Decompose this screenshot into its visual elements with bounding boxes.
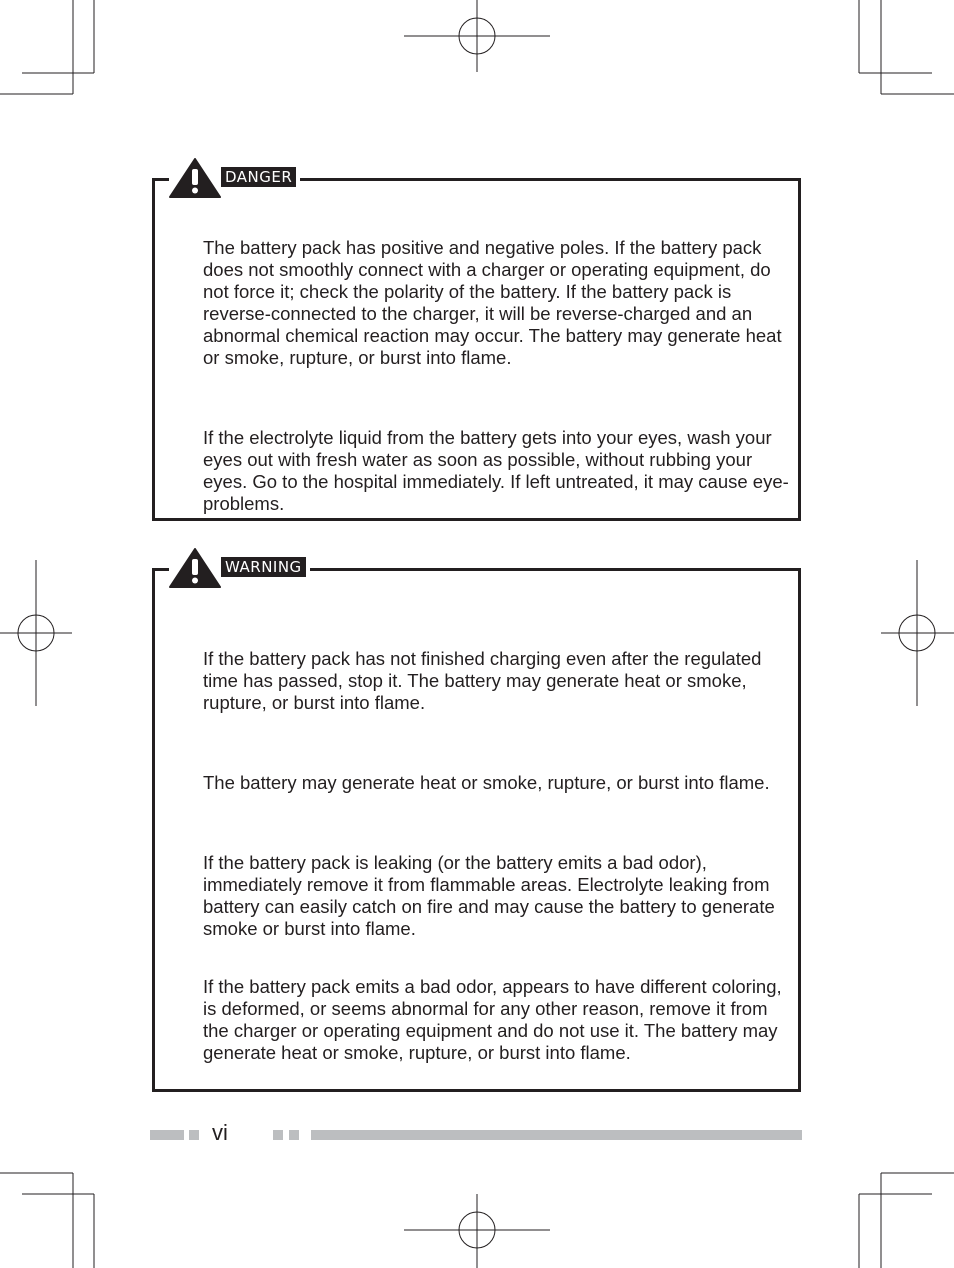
danger-badge	[169, 157, 300, 201]
footer-bar-long	[311, 1130, 802, 1140]
danger-paragraph-1: The battery pack has positive and negative poles. If the battery pack does not smoothly connect with a charger or operating equipment, do not force it; check the polarity of the battery. If the battery pack is reverse-connected to the charger, it will be reverse-charged and an abnormal chemical reaction may occur. The battery may generate heat or smoke, rupture, or burst into flame.	[203, 237, 782, 368]
page-number: vi	[212, 1120, 228, 1145]
warning-badge	[169, 547, 310, 591]
warning-triangle-icon	[169, 157, 221, 199]
danger-paragraph-2: If the electrolyte liquid from the battery gets into your eyes, wash your eyes out with fresh water as soon as possible, without rubbing your eyes. Go to the hospital immediately. If left untreated, it may cause eye-problems.	[203, 427, 789, 514]
footer-bar-segment	[189, 1130, 199, 1140]
danger-notice-box	[152, 168, 801, 521]
warning-paragraph-3: If the battery pack is leaking (or the battery emits a bad odor), immediately remove it from flammable areas. Electrolyte leaking from battery can easily catch on fire and may cause the battery to generate smoke or burst into flame.	[203, 852, 775, 939]
danger-label: DANGER	[221, 167, 296, 187]
warning-paragraph-2: The battery may generate heat or smoke, rupture, or burst into flame.	[203, 772, 770, 793]
warning-paragraph-4: If the battery pack emits a bad odor, appears to have different coloring, is deformed, or seems abnormal for any other reason, remove it from the charger or operating equipment and do not use it. The battery may generate heat or smoke, rupture, or burst into flame.	[203, 976, 782, 1063]
footer-bar-segment	[150, 1130, 184, 1140]
warning-triangle-icon	[169, 547, 221, 589]
warning-label: WARNING	[221, 557, 306, 577]
footer-bar-segment	[273, 1130, 283, 1140]
warning-notice-box	[152, 558, 801, 1092]
footer-bar-segment	[289, 1130, 299, 1140]
warning-paragraph-1: If the battery pack has not finished charging even after the regulated time has passed, stop it. The battery may generate heat or smoke, rupture, or burst into flame.	[203, 648, 762, 713]
